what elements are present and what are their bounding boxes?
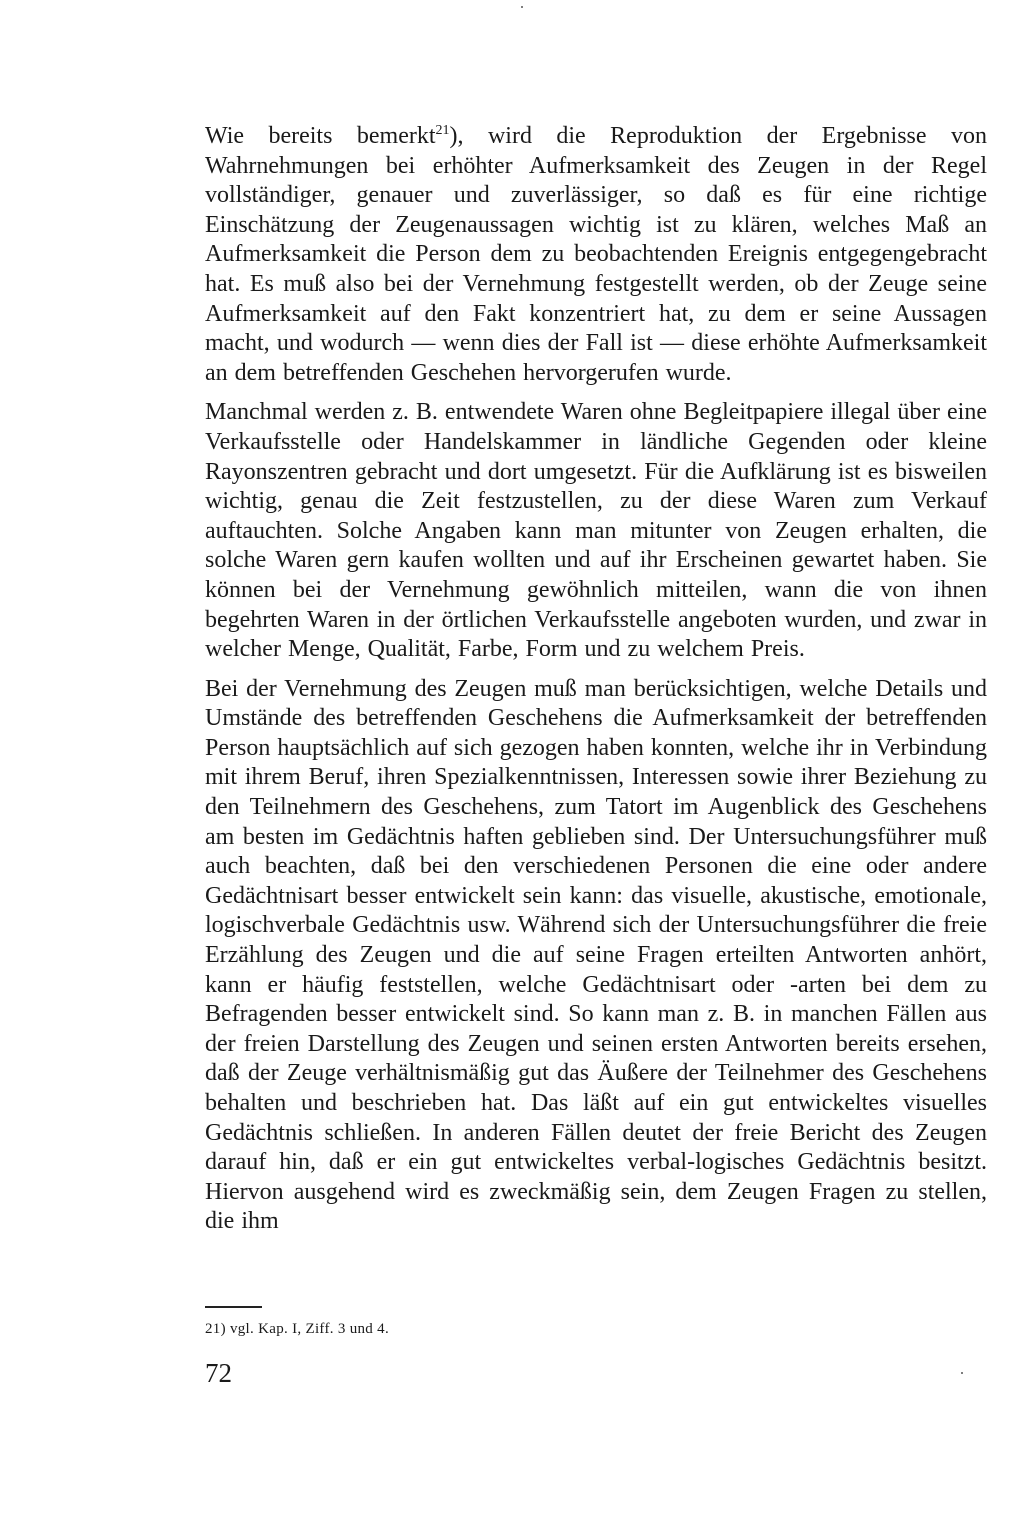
paragraph-1: [205, 122, 987, 388]
body-text: [205, 122, 987, 1247]
paragraph-1-rest: ), wird die Reproduktion der Ergebnisse von Wahrnehmungen bei erhöhter Aufmerksamkeit des Zeugen in der Regel vollständiger, genauer und zuverlässiger, so daß es für eine richtige Einschätzung der Zeugenaussagen wichtig ist zu klären, welches Maß an Aufmerksamkeit die Person dem zu beobachtenden Ereignis entgegengebracht hat. Es muß also bei der Vernehmung festgestellt werden, ob der Zeuge seine Aufmerksamkeit auf den Fakt konzentriert hat, zu dem er seine Aussagen macht, und wodurch — wenn dies der Fall ist — diese erhöhte Aufmerksamkeit an dem betreffenden Geschehen hervorgerufen wurde.: [205, 123, 987, 386]
paragraph-3: Bei der Vernehmung des Zeugen muß man berücksichtigen, welche Details und Umstände des betreffenden Geschehens die Aufmerksamkeit der betreffenden Person hauptsächlich auf sich gezogen haben konnten, welche ihr in Verbindung mit ihrem Beruf, ihren Spezialkenntnissen, Interessen sowie ihrer Beziehung zu den Teilnehmern des Geschehens, zum Tatort im Augenblick des Geschehens am besten im Gedächtnis haften geblieben sind. Der Untersuchungsführer muß auch beachten, daß bei den verschiedenen Personen die eine oder andere Gedächtnisart besser entwickelt sein kann: das visuelle, akustische, emotionale, logischverbale Gedächtnis usw. Während sich der Untersuchungsführer die freie Erzählung des Zeugen und die auf seine Fragen erteilten Antworten anhört, kann er häufig feststellen, welche Gedächtnisart oder -arten bei dem zu Befragenden besser entwickelt sind. So kann man z. B. in manchen Fällen aus der freien Darstellung des Zeugen und seinen ersten Antworten bereits ersehen, daß der Zeuge verhältnismäßig gut das Äußere der Teilnehmer des Geschehens behalten und beschrieben hat. Das läßt auf ein gut entwickeltes visuelles Gedächtnis schließen. In anderen Fällen deutet der freie Bericht des Zeugen darauf hin, daß er ein gut entwickeltes verbal-logisches Gedächtnis besitzt. Hiervon ausgehend wird es zweckmäßig sein, dem Zeugen Fragen zu stellen, die ihm: [205, 675, 988, 1235]
footnote: 21) vgl. Kap. I, Ziff. 3 und 4.: [205, 1321, 389, 1337]
page-number: 72: [205, 1358, 232, 1388]
paragraph-2: Manchmal werden z. B. entwendete Waren ohne Begleitpapiere illegal über eine Verkaufsstelle oder Handelskammer in ländliche Gegenden oder kleine Rayonszentren gebracht und dort umgesetzt. Für die Aufklärung ist es bisweilen wichtig, genau die Zeit festzustellen, zu der diese Waren zum Verkauf auftauchten. Solche Angaben kann man mitunter von Zeugen erhalten, die solche Waren gern kaufen wollten und auf ihr Erscheinen gewartet haben. Sie können bei der Vernehmung gewöhnlich mitteilen, wann die von ihnen begehrten Waren in der örtlichen Verkaufsstelle angeboten wurden, und zwar in welcher Menge, Qualität, Farbe, Form und zu welchem Preis.: [205, 399, 987, 663]
paragraph-1-lead: Wie bereits bemerkt: [205, 123, 436, 149]
footnote-separator: [205, 1306, 262, 1308]
print-speck: [961, 1372, 963, 1374]
print-speck: [521, 6, 523, 8]
footnote-reference[interactable]: 21: [435, 123, 450, 138]
